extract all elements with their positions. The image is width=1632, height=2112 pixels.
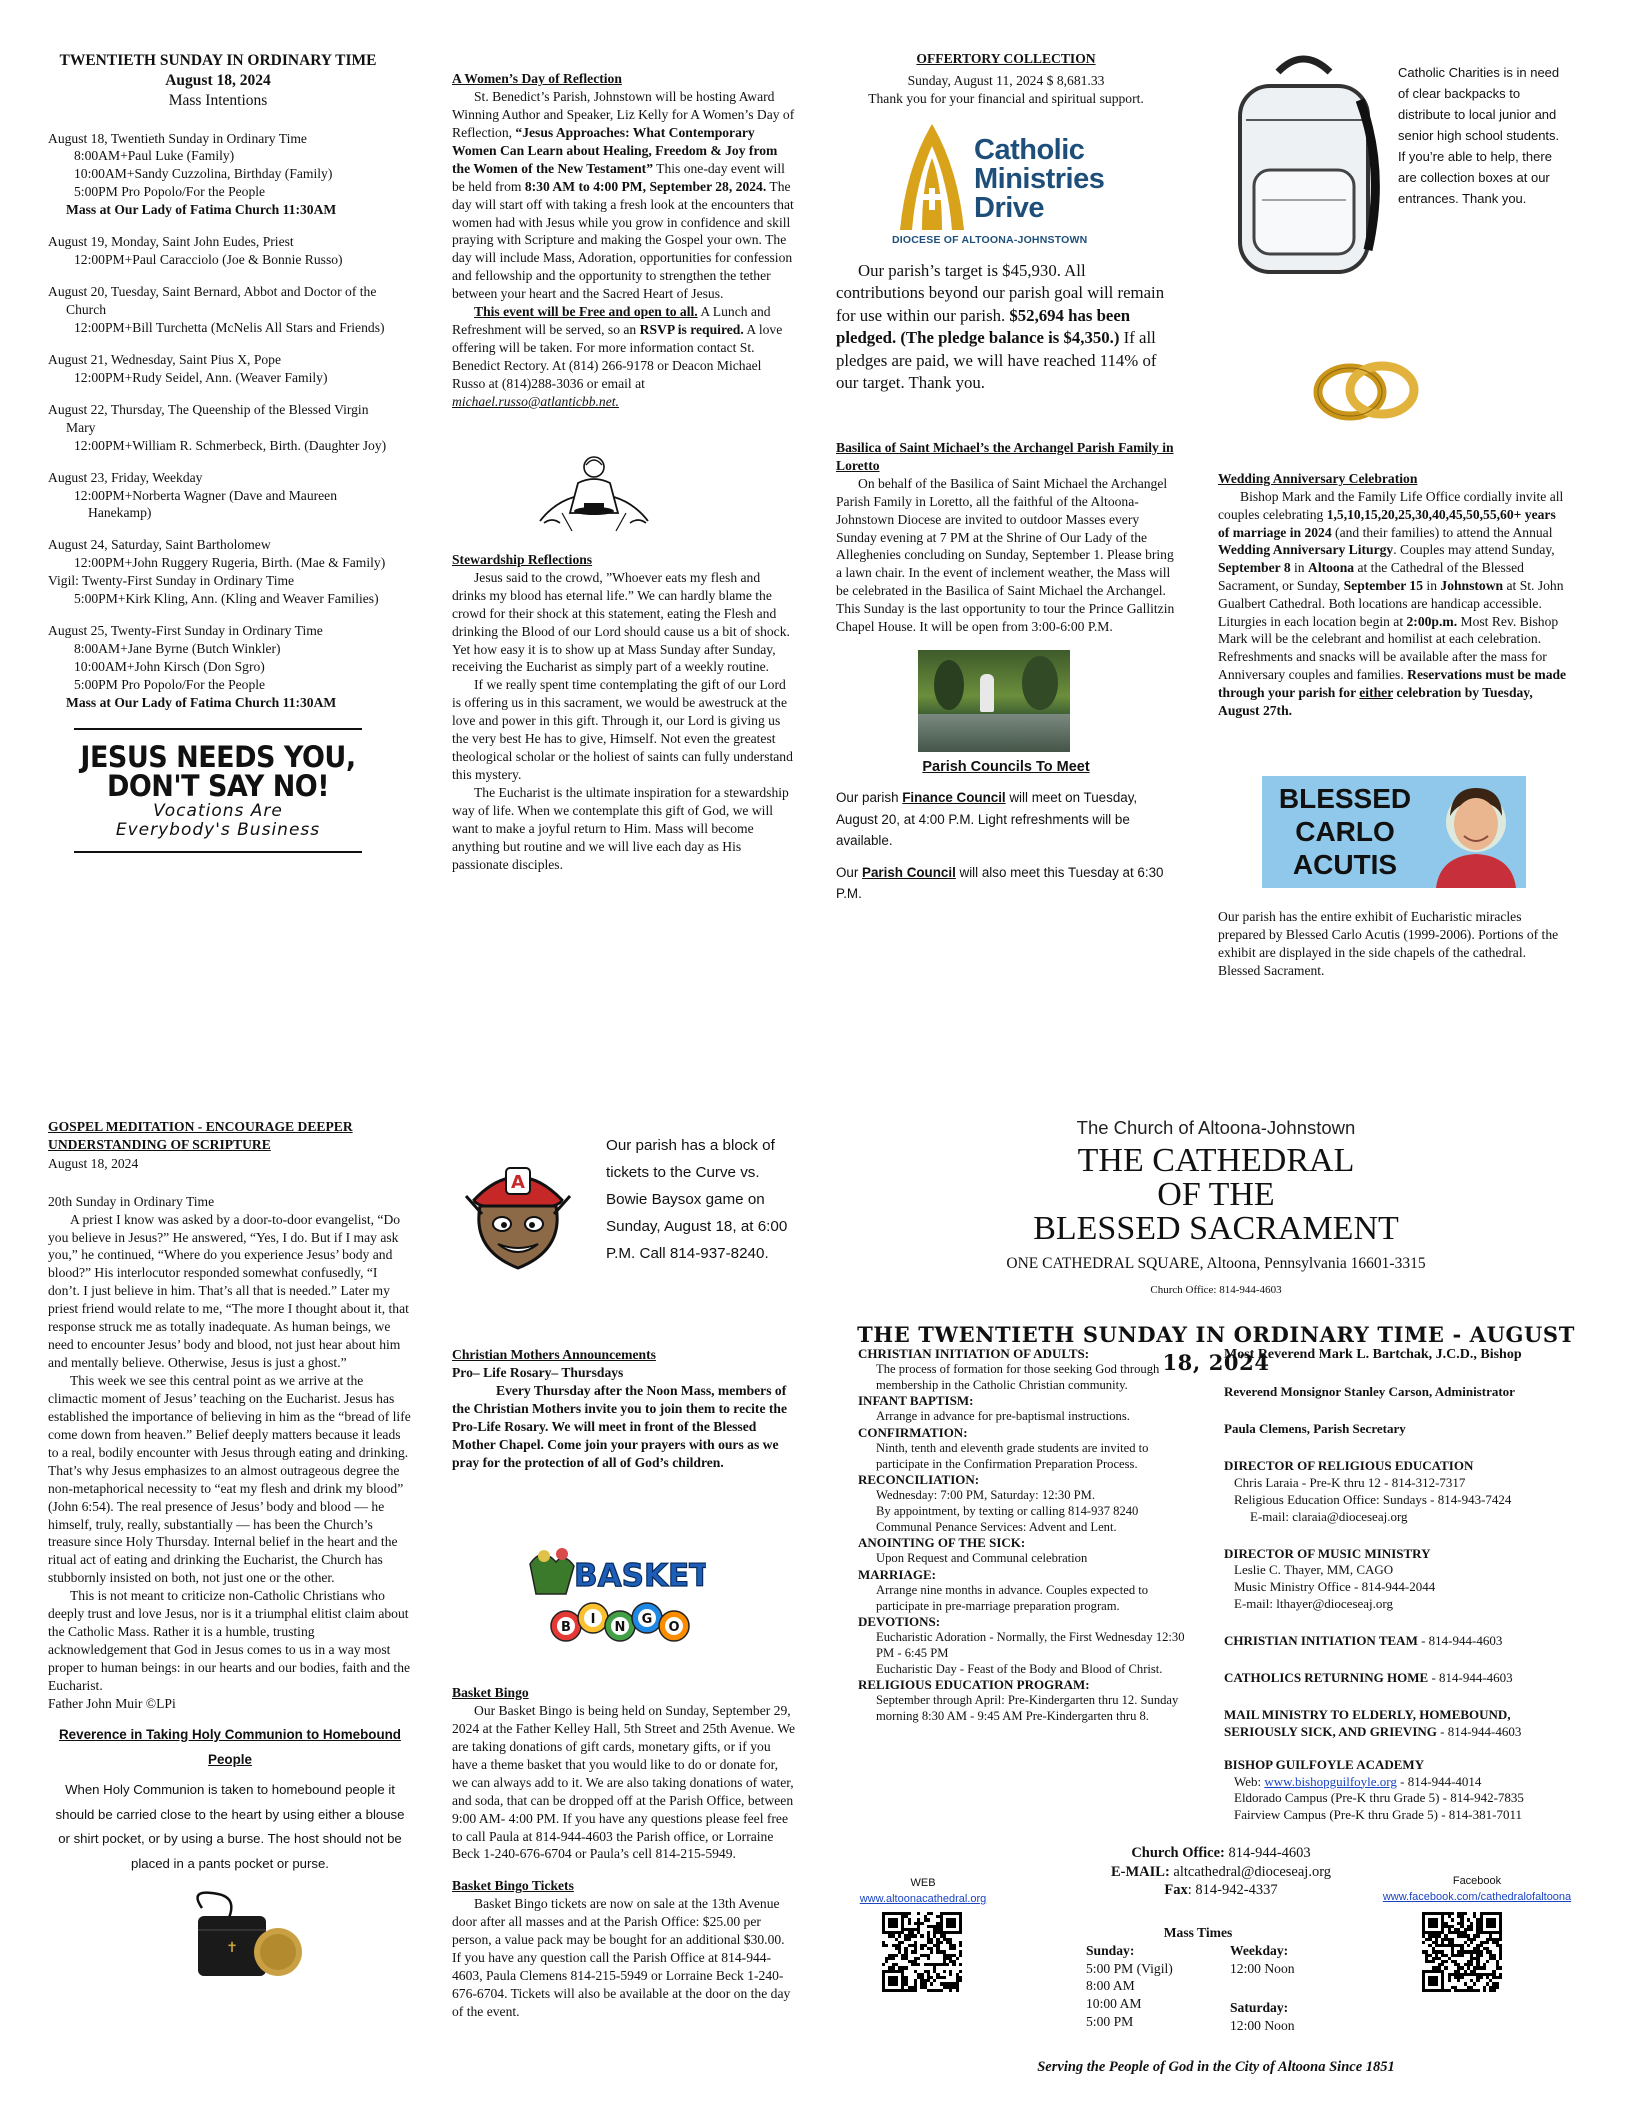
sacrament-text: Arrange in advance for pre-baptismal instructions. [876, 1409, 1130, 1424]
bingo-tickets-title: Basket Bingo Tickets [452, 1878, 574, 1894]
staff-bishop: Most Reverend Mark L. Bartchak, J.C.D., Bishop [1224, 1347, 1522, 1362]
bga-heading: BISHOP GUILFOYLE ACADEMY [1224, 1756, 1425, 1772]
stewardship-title: Stewardship Reflections [452, 551, 593, 567]
qr-code-web[interactable] [882, 1912, 962, 1992]
carlo-line1: BLESSED [1278, 783, 1412, 814]
voc-line2: DON'T SAY NO! [106, 769, 330, 804]
mi-intention: 5:00PM Pro Popolo/For the People [74, 184, 266, 200]
gospel-p1: A priest I know was asked by a door-to-door evangelist, “Do you believe in Jesus?” He answered, “Yes, I do. But if I may ask you,” he continued, “Where do you experience Jesus’ body and blood?” His interlocutor responded somewhat confusedly, “I don’t. I just believe in him. That’s all that is needed.” Later my priest friend would relate to me, “The more I thought about it, that response struck me as totally inadequate. As human beings, we need to encounter Jesus’ body and blood, not just hear about him and mentally believe. Otherwise, Jesus is just a ghost.” [48, 1211, 409, 1371]
gospel-signature: Father John Muir ©LPi [48, 1695, 176, 1711]
bingo-ball-letter: O [668, 1620, 680, 1635]
mi-day-header: August 21, Wednesday, Saint Pius X, Pope [48, 351, 282, 367]
dre-line1: Chris Laraia - Pre-K thru 12 - 814-312-7317 [1234, 1474, 1466, 1490]
mi-intention: 12:00PM+William R. Schmerbeck, Birth. (Daughter Joy) [74, 437, 387, 453]
mi-day-header: August 24, Saturday, Saint Bartholomew [48, 537, 271, 553]
mi-vigil-header: Vigil: Twenty-First Sunday in Ordinary Time [48, 573, 295, 589]
bga-web: Web: www.bishopguilfoyle.org - 814-944-4014 [1234, 1773, 1482, 1789]
sacrament-heading: INFANT BAPTISM: [858, 1393, 974, 1409]
mass-times-title: Mass Times [1163, 1925, 1233, 1940]
carlo-text: Our parish has the entire exhibit of Eucharistic miracles prepared by Blessed Carlo Acutis (1999-2006). Portions of the exhibit are displayed in the side chapels of the cathedral. Blessed Sacrament. [1218, 909, 1559, 978]
cathedral-name-3: BLESSED SACRAMENT [1033, 1210, 1399, 1248]
mi-day-header: August 20, Tuesday, Saint Bernard, Abbot and Doctor of the Church [48, 284, 377, 317]
curve-mascot [462, 1160, 574, 1280]
mi-note: Mass at Our Lady of Fatima Church 11:30AM [66, 694, 337, 710]
email-link[interactable]: michael.russo@atlanticbb.net. [452, 393, 619, 409]
cit-line: CHRISTIAN INITIATION TEAM - 814-944-4603 [1224, 1633, 1503, 1649]
mi-day-header: August 23, Friday, Weekday [48, 469, 203, 485]
womens-day-title: A Women’s Day of Reflection [452, 71, 622, 86]
weekday-time: 12:00 Noon [1230, 1960, 1295, 1976]
mi-day [48, 622, 388, 712]
sacrament-heading: CONFIRMATION: [858, 1425, 968, 1441]
carlo-line3: ACUTIS [1292, 849, 1398, 881]
curve-text: Our parish has a block of tickets to the Curve vs. Bowie Baysox game on Sunday, August 18, at 6:00 P.M. Call 814-937-8240. [606, 1137, 788, 1263]
mothers-sub: Pro– Life Rosary– Thursdays [452, 1364, 624, 1380]
sacrament-text: The process of formation for those seeking God through membership in the Catholic Christian community. [876, 1362, 1160, 1392]
mi-intention: 8:00AM+Jane Byrne (Butch Winkler) [74, 641, 281, 657]
mi-day-header: August 22, Thursday, The Queenship of the Blessed Virgin Mary [48, 401, 369, 435]
sacrament-text: September through April: Pre-Kindergarten thru 12. Sunday morning 8:30 AM - 9:45 AM Pre-Kindergarten thru 8. [876, 1693, 1179, 1724]
sacrament-heading: CHRISTIAN INITIATION OF ADULTS: [858, 1346, 1090, 1361]
backpack-text: Catholic Charities is in need of clear backpacks to distribute to local junior and senior high school students. If you’re able to help, there are collection boxes at our entrances. Thank you. [1398, 65, 1560, 207]
qr-code-facebook[interactable] [1422, 1912, 1502, 1992]
offertory-title: OFFERTORY COLLECTION [916, 51, 1096, 66]
sacraments-list [858, 1346, 1192, 1725]
cmd-logo [836, 118, 1176, 248]
staff-secretary: Paula Clemens, Parish Secretary [1224, 1421, 1406, 1437]
basilica-text: On behalf of the Basilica of Saint Michael the Archangel Parish Family in Loretto, all the faithful of the Altoona-Johnstown Diocese are invited to outdoor Masses every Sunday evening at 7 PM at the Shrine of Our Lady of the Alleghenies concluding on Sunday, September 1. Please bring a lawn chair. In the event of inclement weather, the Mass will be celebrated in the Basilica of Saint Michael the Archangel. This Sunday is the last opportunity to tour the Prince Gallitzin Chapel House. It will be open from 3:00-6:00 P.M. [836, 475, 1175, 635]
gospel-p2: This week we see this central point as we arrive at the climactic moment of Jesus’ teaching on the Eucharist. Jesus has established the importance of believing in him as the “bread of life come down from heaven.” Belief deeply matters because it leads to a real, bodily encounter with Jesus through eating and drinking. That’s why Jesus emphasizes to an almost outrageous degree the non-metaphorical necessity to “eat my flesh and drink my blood” (John 6:54). The real presence of Jesus’ body and blood — he himself, truly, really, substantially — has been the Church’s treasure since Holy Thursday. Internal belief in the heart and the ritual act of eating and drinking the Eucharist, the Church has stubbornly insisted on both, not just one or the other. [48, 1373, 411, 1586]
sacrament-text: Arrange nine months in advance. Couples expected to participate in pre-marriage preparation program. [876, 1583, 1149, 1613]
sacrament-text: By appointment, by texting or calling 814-937 8240 Communal Penance Services: Advent and Lent. [876, 1504, 1139, 1534]
web-label: WEB [910, 1877, 936, 1889]
jesus-bread-illustration [534, 453, 664, 543]
cathedral-name-1: THE CATHEDRAL [1077, 1142, 1355, 1180]
dre-line2: Religious Education Office: Sundays - 814-943-7424 [1234, 1491, 1512, 1507]
offertory-thanks: Thank you for your financial and spiritual support. [868, 90, 1144, 106]
cmd-church-icon [892, 122, 972, 234]
mi-note: Mass at Our Lady of Fatima Church 11:30AM [66, 202, 337, 218]
church-of: The Church of Altoona-Johnstown [1076, 1117, 1356, 1138]
contact-email: E-MAIL: altcathedral@dioceseaj.org [1110, 1863, 1332, 1880]
basilica-title: Basilica of Saint Michael’s the Archangel Parish Family in Loretto [836, 439, 1174, 473]
cmd-logo-line2: Ministries [974, 162, 1105, 195]
councils-parish: Our Parish Council will also meet this Tuesday at 6:30 P.M. [836, 864, 1164, 901]
contact-fax: Fax: 814-942-4337 [1164, 1882, 1278, 1899]
voc-line4: Everybody's Business [115, 819, 321, 840]
bingo-ball-letter: N [614, 1620, 626, 1635]
svg-text:A: A [511, 1172, 525, 1193]
staff-list [1224, 1346, 1584, 1824]
mi-intention: 12:00PM+Rudy Seidel, Ann. (Weaver Family) [74, 369, 328, 385]
sacrament-heading: RECONCILIATION: [858, 1472, 980, 1488]
wedding-title: Wedding Anniversary Celebration [1218, 471, 1418, 486]
sunday-times [1086, 1960, 1226, 2031]
mothers-text: Every Thursday after the Noon Mass, members of the Christian Mothers invite you to join them to recite the Pro-Life Rosary. We will meet in front of the Blessed Mother Chapel. Come join your prayers with ours as we pray for the protection of all of God’s children. [452, 1382, 788, 1470]
sunday-time: 5:00 PM (Vigil) [1086, 1960, 1173, 1976]
offertory-amount: Sunday, August 11, 2024 $ 8,681.33 [907, 72, 1105, 88]
cathedral-office: Church Office: 814-944-4603 [1150, 1283, 1282, 1296]
wedding-rings [1306, 350, 1426, 430]
mi-day [48, 401, 388, 455]
vocations-graphic [48, 740, 388, 840]
mass-intentions [48, 52, 388, 853]
bingo-balls [551, 1603, 689, 1641]
bga-web-link[interactable]: www.bishopguilfoyle.org [1264, 1773, 1397, 1789]
mi-days [48, 130, 388, 712]
burse-pyx-photo [188, 1890, 308, 1982]
carlo-portrait [1426, 776, 1522, 888]
shrine-photo [918, 650, 1070, 752]
wedding-text: Bishop Mark and the Family Life Office cordially invite all couples celebrating 1,5,10,15,20,25,30,40,45,50,55,60+ years of marriage in 2024 (and their families) to attend the Annual Wedding Anniversary Liturgy. Couples may attend Sunday, September 8 in Altoona at the Cathedral of the Blessed Sacrament, or Sunday, September 15 in Johnstown at St. John Gualbert Cathedral. Both locations are handicap accessible. Liturgies in each location begin at 2:00p.m. Most Rev. Bishop Mark will be the celebrant and homilist at each celebration. Refreshments and snacks will be available after the mass for Anniversary couples and families. Reservations must be made through your parish for either celebration by Tuesday, August 27th. [1218, 488, 1567, 718]
mass-times-weekday [1230, 1942, 1370, 2035]
stewardship-p2: If we really spent time contemplating the gift of our Lord is offering us in this sacrament, we would be awestruck at the love and power in this gift. Through it, our Lord is giving us the very best He has to give, Himself. Not even the greatest theological scholar or the holiest of saints can fully understand this mystery. [452, 677, 793, 783]
saturday-time: 12:00 Noon [1230, 2018, 1295, 2034]
mi-title: TWENTIETH SUNDAY IN ORDINARY TIME [59, 52, 377, 69]
mi-day [48, 233, 388, 269]
cmd-logo-line3: Drive [974, 191, 1045, 224]
divider [74, 851, 362, 853]
basket-bingo-logo [526, 1544, 706, 1652]
music-heading: DIRECTOR OF MUSIC MINISTRY [1224, 1545, 1431, 1561]
mi-intention: 8:00AM+Paul Luke (Family) [74, 148, 235, 164]
week-banner: THE TWENTIETH SUNDAY IN ORDINARY TIME - AUGUST 18, 2024 [857, 1322, 1575, 1376]
bingo-tickets-text: Basket Bingo tickets are now on sale at the 13th Avenue door after all masses and at the Parish Office: $25.00 per person, a value pack may be bought for an additional $30.00. If you have any question call the Parish Office at 814-944-4603, Paula Clemens 814-215-5949 or Lorraine Beck 1-240-676-6704. Tickets will also be available at the door on the day of the event. [452, 1896, 791, 2019]
gospel-meditation [48, 1118, 412, 1982]
cmd-text: Our parish’s target is $45,930. All contributions beyond our parish goal will remain for use within our parish. $52,694 has been pledged. (The pledge balance is $4,350.) If all pledges are paid, we will have reached 114% of our target. Thank you. [836, 260, 1165, 393]
sunday-heading: Sunday: [1086, 1943, 1135, 1958]
mi-day [48, 536, 388, 608]
reverence-title: Reverence in Taking Holy Communion to Homebound People [59, 1726, 401, 1767]
sunday-time: 8:00 AM [1086, 1978, 1135, 1994]
councils-finance: Our parish Finance Council will meet on Tuesday, August 20, at 4:00 P.M. Light refreshments will be available. [836, 790, 1138, 849]
weekday-heading: Weekday: [1230, 1943, 1289, 1958]
carlo-line2: CARLO [1295, 816, 1395, 848]
mail-ministry-line: MAIL MINISTRY TO ELDERLY, HOMEBOUND, SERIOUSLY SICK, AND GRIEVING - 814-944-4603 [1224, 1706, 1522, 1739]
cathedral-name [848, 1144, 1584, 1246]
reverence-text: When Holy Communion is taken to homebound people it should be carried close to the heart by using either a blouse or shirt pocket, or by using a burse. The host should not be placed in a pants pocket or purse. [55, 1782, 405, 1871]
mi-date: August 18, 2024 [165, 71, 271, 89]
fb-url[interactable]: www.facebook.com/cathedralofaltoona [1382, 1891, 1572, 1903]
music-line1: Leslie C. Thayer, MM, CAGO [1234, 1562, 1394, 1578]
bingo-text: Our Basket Bingo is being held on Sunday, September 29, 2024 at the Father Kelley Hall, 5th Street and 25th Avenue. We are taking donations of gift cards, monetary gifts, or if you have a theme basket that you would like to do or donate for, we can always add to it. We are also taking donations of water, and soda, that can be dropped off at the Parish Office, between 9:00 AM- 4:00 PM. If you have any questions please feel free to call Paula at 814-944-4603 the Parish office, or Lorraine Beck 1-240-676-6704 or Paula’s cell 814-215-5949. [452, 1702, 796, 1862]
staff-admin: Reverend Monsignor Stanley Carson, Administrator [1224, 1384, 1515, 1400]
sunday-time: 10:00 AM [1086, 1996, 1142, 2012]
sacrament-heading: RELIGIOUS EDUCATION PROGRAM: [858, 1677, 1090, 1693]
sunday-time: 5:00 PM [1086, 2013, 1134, 2029]
mi-intention: 5:00PM Pro Popolo/For the People [74, 676, 266, 692]
contact-block [848, 1844, 1584, 2075]
mi-day-header: August 25, Twenty-First Sunday in Ordinary Time [48, 623, 323, 639]
cathedral-name-2: OF THE [1157, 1176, 1275, 1214]
sacrament-heading: ANOINTING OF THE SICK: [858, 1535, 1026, 1551]
dre-line3: E-mail: claraia@dioceseaj.org [1250, 1508, 1408, 1524]
mass-times-sunday [1086, 1942, 1226, 2030]
bingo-top-word: BASKET [574, 1558, 706, 1594]
mi-intention: 10:00AM+John Kirsch (Don Sgro) [74, 659, 265, 674]
mi-intention: 12:00PM+John Ruggery Rugeria, Birth. (Mae & Family) [74, 555, 386, 571]
mi-intention: 12:00PM+Paul Caracciolo (Joe & Bonnie Russo) [74, 252, 343, 268]
gospel-sub: 20th Sunday in Ordinary Time [48, 1193, 215, 1209]
bga-line1: Eldorado Campus (Pre-K thru Grade 5) - 814-942-7835 [1234, 1790, 1524, 1806]
voc-line3: Vocations Are [153, 800, 283, 821]
offertory-column [836, 50, 1176, 904]
contact-office: Church Office: 814-944-4603 [1131, 1845, 1311, 1861]
music-line3: E-mail: lthayer@dioceseaj.org [1234, 1596, 1394, 1612]
cathedral-masthead [848, 1116, 1584, 1377]
bingo-ball-letter: B [561, 1620, 571, 1635]
mi-intention: 5:00PM+Kirk Kling, Ann. (Kling and Weaver Families) [74, 591, 379, 607]
cmd-logo-line1: Catholic [974, 133, 1085, 166]
fb-label: Facebook [1452, 1875, 1502, 1887]
bingo-ball-letter: G [641, 1612, 653, 1627]
sacrament-text: Eucharistic Day - Feast of the Body and Blood of Christ. [876, 1661, 1163, 1676]
mi-day-header: August 18, Twentieth Sunday in Ordinary Time [48, 130, 307, 146]
gospel-date: August 18, 2024 [48, 1155, 139, 1171]
bingo-title: Basket Bingo [452, 1685, 529, 1700]
sacrament-text: Ninth, tenth and eleventh grade students are invited to participate in the Confirmation Preparation Process. [876, 1441, 1149, 1471]
svg-text:✝: ✝ [226, 1940, 238, 1957]
councils-title: Parish Councils To Meet [922, 759, 1090, 776]
mothers-title: Christian Mothers Announcements [452, 1347, 656, 1362]
web-url[interactable]: www.altoonacathedral.org [859, 1893, 987, 1905]
sacrament-heading: DEVOTIONS: [858, 1614, 941, 1630]
crh-line: CATHOLICS RETURNING HOME - 814-944-4603 [1224, 1669, 1513, 1685]
mi-subtitle: Mass Intentions [168, 92, 268, 110]
womens-day-text: St. Benedict’s Parish, Johnstown will be hosting Award Winning Author and Speaker, Liz Kelly for A Women’s Day of Reflection, “Jesus Approaches: What Contemporary Women Can Learn about Healing, Freedom & Joy from the Women of the New Testament” This one-day event will be held from 8:30 AM to 4:00 PM, September 28, 2024. The day will start off with taking a fresh look at the encounters that women had with Jesus while you grow in confidence and skill praying with Scripture and making the Gospel your own. The day will include Mass, Adoration, opportunities for confession and fellowship and the opportunity to strengthen the tether between your heart and the Sacred Heart of Jesus. [452, 88, 795, 302]
womens-day-rsvp: This event will be Free and open to all. A Lunch and Refreshment will be served, so an RSVP is required. A love offering will be taken. For more information contact St. Benedict Rectory. At (814) 266-9178 or Deacon Michael Russo at (814)288-3036 or email at michael.russo@atlanticbb.net. [452, 304, 783, 409]
stewardship-p3: The Eucharist is the ultimate inspiration for a stewardship way of life. When we contemplate this gift of God, we will want to make a joyful return to Him. Mass will become anything but routine and we will live each day as His passionate disciples. [452, 785, 789, 872]
cmd-logo-sub: DIOCESE OF ALTOONA-JOHNSTOWN [892, 233, 1088, 246]
mi-intention: 10:00AM+Sandy Cuzzolina, Birthday (Family) [74, 166, 333, 182]
backpack-photo [1218, 50, 1388, 280]
mi-day [48, 283, 388, 337]
gospel-title: GOSPEL MEDITATION - ENCOURAGE DEEPER UNDERSTANDING OF SCRIPTURE [48, 1119, 353, 1153]
gospel-p3: This is not meant to criticize non-Catholic Christians who deeply trust and love Jesus, nor is it a triumphal elitist claim about the Catholic Mass. Rather it is a humble, trusting acknowledgement that God in Jesus comes to us in a way most proper to human beings: in our hearts and our bodies, faith and the Eucharist. [48, 1588, 411, 1693]
mi-day [48, 351, 388, 387]
mi-day [48, 130, 388, 220]
sacrament-text: Eucharistic Adoration - Normally, the First Wednesday 12:30 PM - 6:45 PM [876, 1630, 1185, 1661]
voc-line1: JESUS NEEDS YOU, [80, 740, 356, 775]
cathedral-address: ONE CATHEDRAL SQUARE, Altoona, Pennsylvania 16601-3315 [1006, 1255, 1426, 1273]
carlo-banner [1262, 776, 1526, 888]
mi-day-header: August 19, Monday, Saint John Eudes, Priest [48, 234, 294, 250]
mi-intention: 12:00PM+Norberta Wagner (Dave and Maureen Hanekamp) [74, 487, 338, 521]
mi-intention: 12:00PM+Bill Turchetta (McNelis All Stars and Friends) [74, 319, 385, 335]
stewardship-p1: Jesus said to the crowd, ”Whoever eats my flesh and drinks my blood has eternal life.” We can hardly blame the crowd for their shock at this statement, eating the Flesh and drinking the Blood of our Lord should cause us a bit of shock. Yet how easy it is to show up at Mass Sunday after Sunday, receiving the Eucharist as simply part of a weekly routine. [452, 569, 790, 675]
footer-tagline: Serving the People of God in the City of Altoona Since 1851 [1037, 2059, 1395, 2075]
divider [74, 728, 362, 730]
music-line2: Music Ministry Office - 814-944-2044 [1234, 1579, 1436, 1595]
sacrament-text: Upon Request and Communal celebration [876, 1551, 1088, 1566]
sacrament-text: Wednesday: 7:00 PM, Saturday: 12:30 PM. [876, 1488, 1096, 1503]
dre-heading: DIRECTOR OF RELIGIOUS EDUCATION [1224, 1457, 1474, 1473]
saturday-heading: Saturday: [1230, 2000, 1289, 2016]
mi-day [48, 469, 388, 523]
bingo-ball-letter: I [590, 1612, 596, 1627]
bga-line2: Fairview Campus (Pre-K thru Grade 5) - 814-381-7011 [1234, 1807, 1522, 1823]
womens-day [452, 70, 796, 874]
sacrament-heading: MARRIAGE: [858, 1567, 936, 1583]
